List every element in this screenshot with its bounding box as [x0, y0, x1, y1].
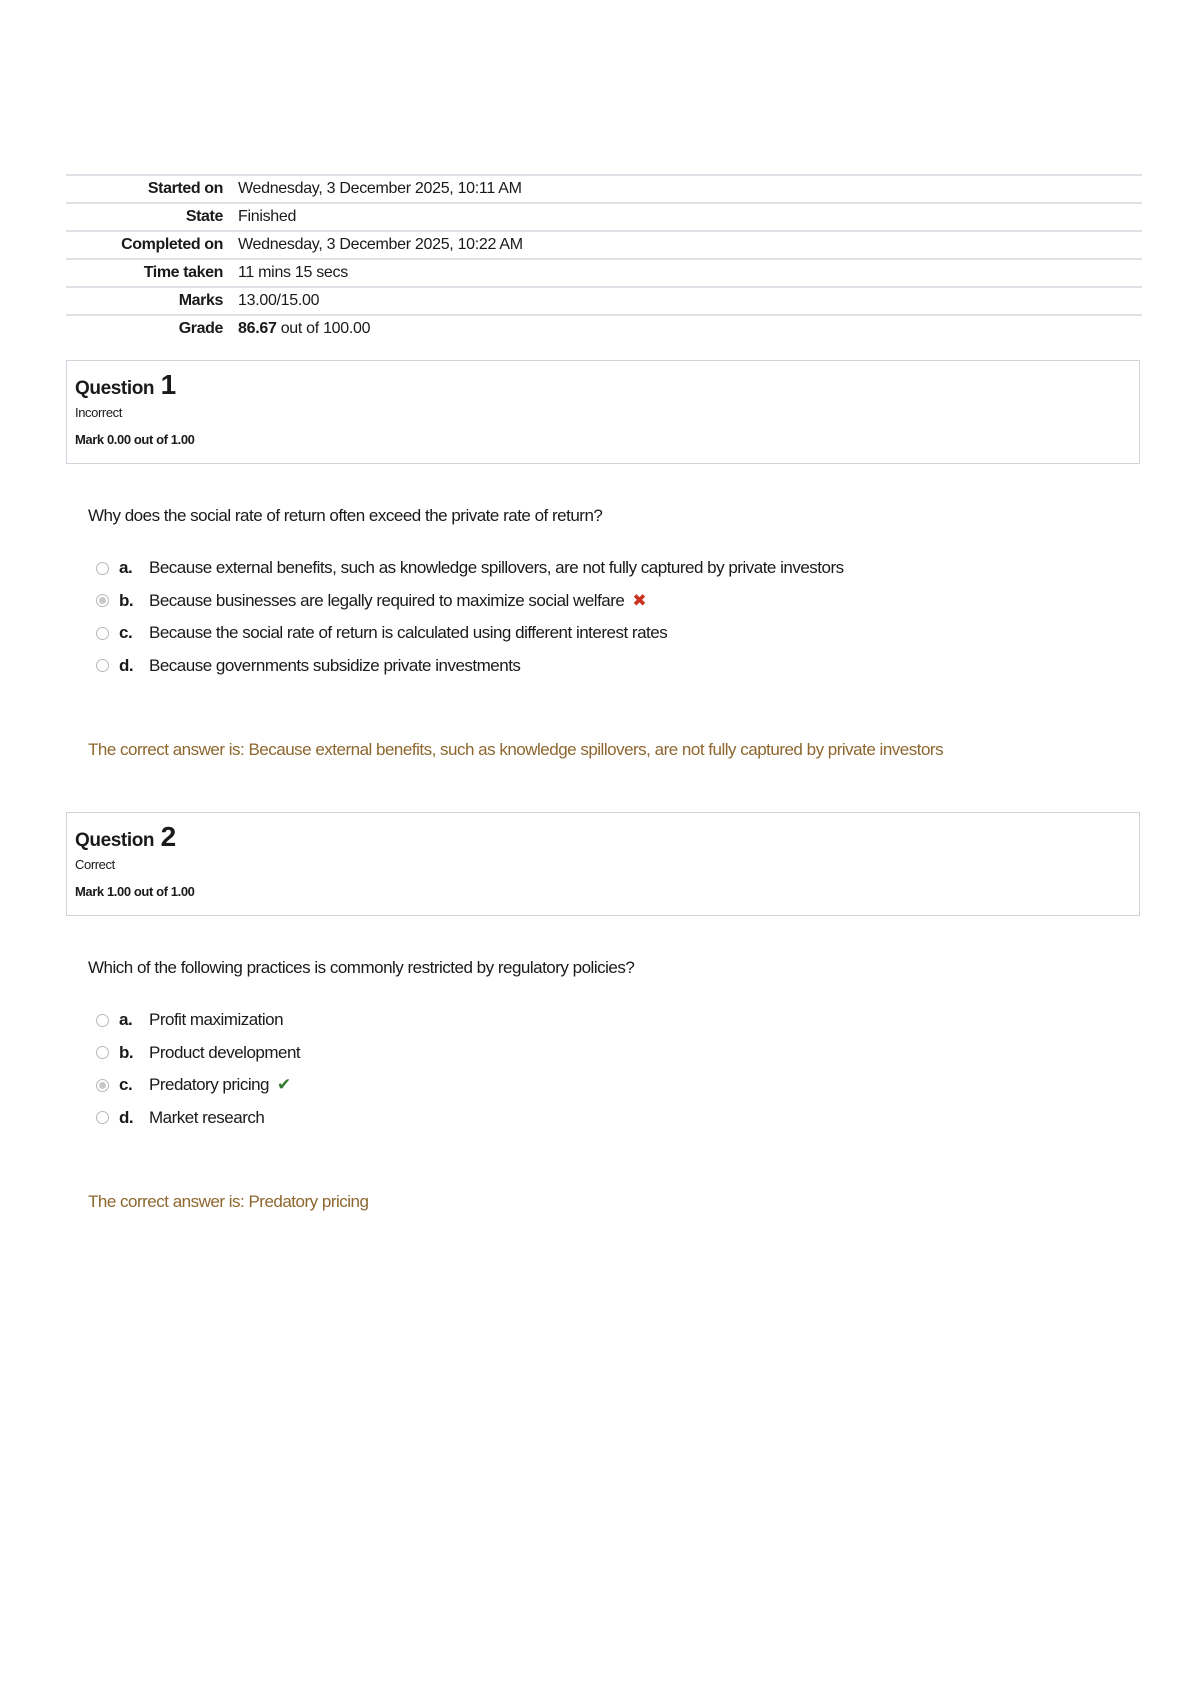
answer-option[interactable]: [96, 552, 1142, 585]
grade-suffix: out of 100.00: [276, 320, 371, 337]
radio-button[interactable]: [96, 562, 109, 575]
summary-label: Marks: [178, 292, 223, 309]
radio-button-selected[interactable]: [96, 594, 109, 607]
summary-label: Completed on: [121, 236, 223, 253]
summary-value: 11 mins 15 secs: [238, 264, 348, 281]
check-icon: ✔: [277, 1075, 291, 1095]
summary-row-completed: [66, 231, 1142, 259]
radio-button[interactable]: [96, 627, 109, 640]
answer-text: Because businesses are legally required to maximize social welfare: [149, 590, 625, 610]
radio-button[interactable]: [96, 659, 109, 672]
summary-value: Wednesday, 3 December 2025, 10:11 AM: [238, 180, 522, 197]
summary-value: Finished: [238, 208, 297, 225]
question-number: [75, 821, 1131, 853]
answer-option[interactable]: [96, 617, 1142, 650]
question-info-box: [66, 812, 1140, 916]
answer-letter: a.: [119, 558, 133, 578]
summary-label: State: [185, 208, 223, 225]
question-state: Incorrect: [75, 405, 122, 420]
grade-score: 86.67: [238, 320, 277, 337]
summary-row-state: [66, 203, 1142, 231]
question-1: [66, 360, 1142, 760]
summary-value: 13.00/15.00: [238, 292, 320, 309]
answer-list: [96, 1004, 1142, 1134]
attempt-summary-table: [66, 174, 1142, 342]
answer-letter: d.: [119, 1107, 134, 1127]
answer-option[interactable]: [96, 1102, 1142, 1135]
summary-value: [238, 315, 1142, 342]
answer-letter: b.: [119, 590, 134, 610]
question-mark: Mark 1.00 out of 1.00: [75, 884, 195, 899]
answer-text: Market research: [149, 1107, 265, 1127]
answer-letter: b.: [119, 1042, 134, 1062]
question-number-value: 2: [160, 821, 177, 852]
answer-option[interactable]: [96, 1037, 1142, 1070]
question-mark: Mark 0.00 out of 1.00: [75, 432, 195, 447]
summary-label: Grade: [178, 320, 223, 337]
question-2: [66, 812, 1142, 1212]
question-info-box: [66, 360, 1140, 464]
answer-list: [96, 552, 1142, 682]
answer-letter: c.: [119, 623, 133, 643]
radio-button-selected[interactable]: [96, 1079, 109, 1092]
answer-text: Profit maximization: [149, 1010, 284, 1030]
answer-letter: c.: [119, 1075, 133, 1095]
question-text: Why does the social rate of return often exceed the private rate of return?: [88, 506, 603, 525]
question-label: Question: [75, 830, 155, 851]
answer-text: Product development: [149, 1042, 301, 1062]
cross-icon: ✖: [632, 590, 647, 610]
summary-row-started: [66, 175, 1142, 203]
summary-value: Wednesday, 3 December 2025, 10:22 AM: [238, 236, 523, 253]
answer-option[interactable]: [96, 650, 1142, 683]
question-number-value: 1: [160, 369, 177, 400]
summary-label: Started on: [147, 180, 223, 197]
answer-text: Predatory pricing: [149, 1075, 270, 1095]
question-text: Which of the following practices is commonly restricted by regulatory policies?: [88, 958, 635, 977]
radio-button[interactable]: [96, 1046, 109, 1059]
summary-label: Time taken: [143, 264, 223, 281]
question-label: Question: [75, 378, 155, 399]
summary-row-time-taken: [66, 259, 1142, 287]
answer-text: Because external benefits, such as knowledge spillovers, are not fully captured by private investors: [149, 558, 844, 578]
question-state: Correct: [75, 857, 115, 872]
correct-answer-feedback: The correct answer is: Because external benefits, such as knowledge spillovers, are not fully captured by private investors: [88, 740, 944, 759]
answer-option[interactable]: [96, 1069, 1142, 1102]
answer-letter: d.: [119, 655, 134, 675]
answer-option[interactable]: [96, 585, 1142, 618]
question-number: [75, 369, 1131, 401]
answer-letter: a.: [119, 1010, 133, 1030]
radio-button[interactable]: [96, 1111, 109, 1124]
summary-row-marks: [66, 287, 1142, 315]
answer-option[interactable]: [96, 1004, 1142, 1037]
correct-answer-feedback: The correct answer is: Predatory pricing: [88, 1192, 369, 1211]
answer-text: Because the social rate of return is calculated using different interest rates: [149, 623, 668, 643]
summary-row-grade: [66, 315, 1142, 342]
quiz-review-page: [66, 174, 1142, 1212]
answer-text: Because governments subsidize private investments: [149, 655, 521, 675]
radio-button[interactable]: [96, 1014, 109, 1027]
